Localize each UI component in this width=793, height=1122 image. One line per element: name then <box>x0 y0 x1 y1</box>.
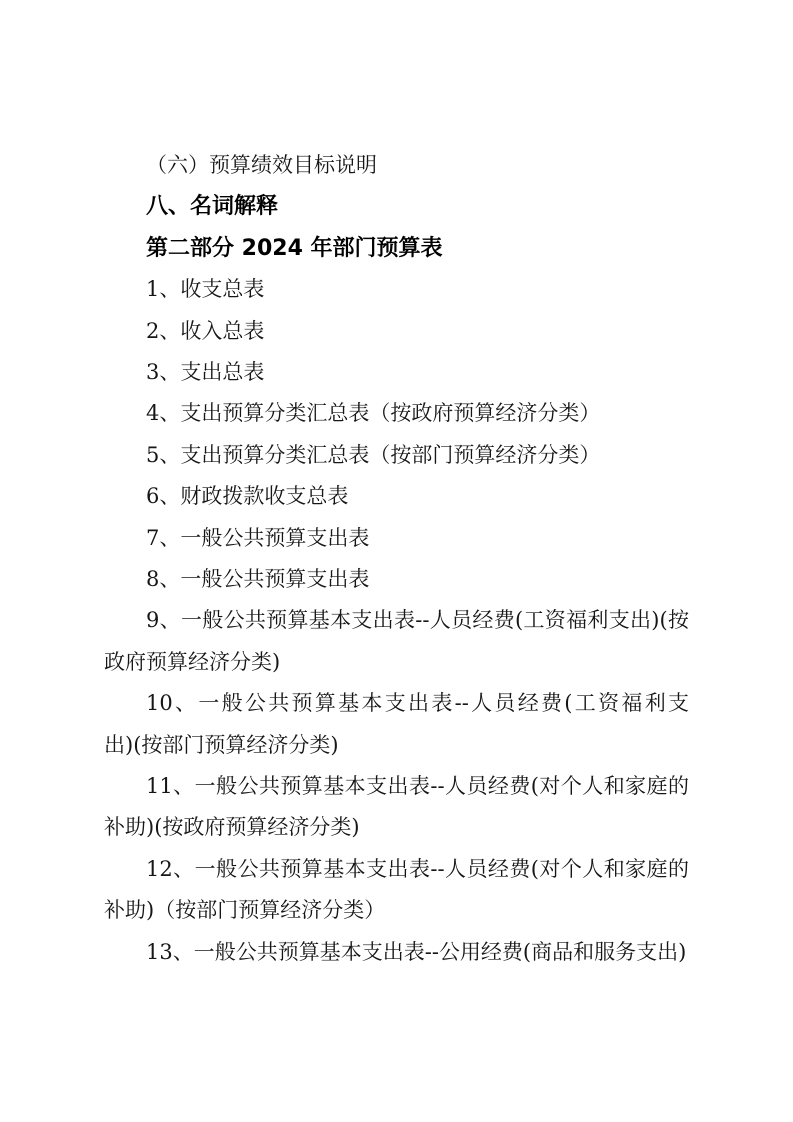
text-line: 8、一般公共预算支出表 <box>146 567 370 592</box>
text-line: 5、支出预算分类汇总表（按部门预算经济分类） <box>146 442 601 467</box>
text-line: 2、收入总表 <box>146 318 265 343</box>
text-line: 12、一般公共预算基本支出表--人员经费(对个人和家庭的 <box>146 856 689 881</box>
text-line: 6、财政拨款收支总表 <box>146 484 349 509</box>
text-line: 4、支出预算分类汇总表（按政府预算经济分类） <box>146 401 601 426</box>
document-body <box>104 145 689 973</box>
text-line: 9、一般公共预算基本支出表--人员经费(工资福利支出)(按 <box>146 608 689 633</box>
text-line: 1、收支总表 <box>146 277 265 302</box>
text-line: 出)(按部门预算经济分类) <box>104 732 339 757</box>
text-line: 11、一般公共预算基本支出表--人员经费(对个人和家庭的 <box>146 774 689 799</box>
text-line: 7、一般公共预算支出表 <box>146 525 370 550</box>
text-line: （六）预算绩效目标说明 <box>146 153 377 177</box>
text-line: 13、一般公共预算基本支出表--公用经费(商品和服务支出) <box>146 939 687 964</box>
heading-line: 八、名词解释 <box>146 194 279 220</box>
text-line: 3、支出总表 <box>146 360 265 385</box>
text-line: 补助)（按部门预算经济分类） <box>104 898 386 923</box>
heading-line: 第二部分 2024 年部门预算表 <box>146 235 443 261</box>
text-line: 政府预算经济分类) <box>104 649 281 674</box>
text-line: 补助)(按政府预算经济分类) <box>104 815 360 840</box>
text-line: 10、一般公共预算基本支出表--人员经费(工资福利支 <box>146 691 689 716</box>
